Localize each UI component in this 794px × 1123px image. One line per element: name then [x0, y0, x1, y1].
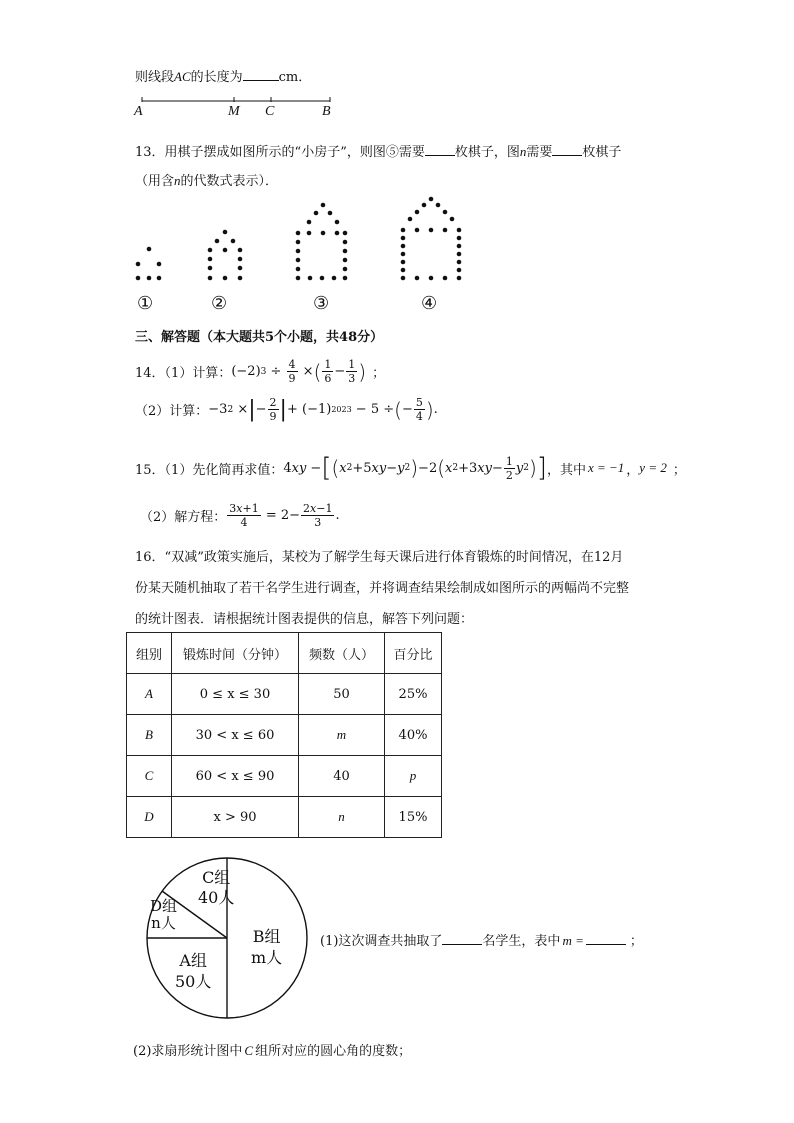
q12-tail-line [135, 66, 311, 85]
q14-p1-expr: (−2) 3 ÷ $\frac{4}{9}$ × ( $\frac{1}{6}$ − $\frac{1}{3}$ ) [231, 358, 367, 385]
header-time: 锻炼时间（分钟） [172, 633, 299, 674]
segment-figure [130, 96, 350, 120]
cell-group: B [127, 715, 172, 756]
q14-p2-end: . [433, 402, 438, 417]
q16-sub1-a: (1)这次调查共抽取了 [320, 934, 443, 949]
cell-percent: 40% [385, 715, 442, 756]
q12-text-prefix: 则线段 [135, 70, 175, 85]
q16-blank-m[interactable] [586, 930, 626, 945]
pie-b-name: B组 [252, 927, 281, 946]
pie-label-d [150, 898, 177, 932]
dot [136, 276, 141, 281]
pie-label-b [251, 926, 282, 968]
q15-p1-cond: ，其中 [546, 462, 586, 478]
pie-c-value: 40人 [198, 888, 235, 907]
dot [147, 276, 152, 281]
figure-label-4: ④ [421, 293, 438, 314]
figure-label-1: ① [137, 293, 154, 314]
q16-blank-total[interactable] [442, 930, 482, 945]
q16-sub1-m: m = [562, 933, 584, 948]
pie-label-c [198, 868, 234, 908]
cell-group: D [127, 797, 172, 838]
header-frequency: 频数（人） [299, 633, 385, 674]
q15-p1-x: x = −1 [587, 460, 625, 475]
cell-frequency: 50 [299, 674, 385, 715]
q16-line1: 16．“双减”政策实施后，某校为了解学生每天课后进行体育锻炼的时间情况，在12月 [135, 550, 624, 565]
q15-part1 [135, 453, 686, 483]
q13-text-e: （用含 [135, 174, 175, 189]
point-label-m: M [228, 104, 240, 119]
q16-sub1 [320, 930, 643, 949]
q13-line1 [135, 141, 621, 160]
section-3-heading: 三、解答题（本大题共5个小题，共48分） [135, 330, 384, 345]
cell-percent: p [385, 756, 442, 797]
cell-frequency: m [299, 715, 385, 756]
house-dot-figures [125, 192, 475, 287]
dot [136, 262, 141, 267]
table-row [127, 797, 442, 838]
q14-p2-label: （2）计算： [135, 404, 209, 419]
pie-d-name: D组 [150, 897, 178, 915]
q16-sub2-b: 组所对应的圆心角的度数； [255, 1044, 412, 1059]
q16-sub1-b: 名学生，表中 [482, 934, 561, 949]
header-group: 组别 [127, 633, 172, 674]
cell-percent: 25% [385, 674, 442, 715]
q16-sub2 [133, 1040, 411, 1059]
pie-a-value: 50人 [175, 972, 212, 991]
q13-var-n-2: n [174, 173, 181, 188]
point-label-c: C [265, 104, 275, 119]
q14-p2-expr: −3 2 × | − $\frac{2}{9}$ | + (−1) 2023 − 5 ÷ ( − $\frac{5}{4}$ ) [208, 396, 434, 423]
q15-p2-end: . [335, 508, 340, 523]
q15-p1-end: ； [672, 462, 686, 478]
cell-time: x > 90 [172, 797, 299, 838]
q12-answer-blank[interactable] [243, 66, 279, 81]
q15-comma: ， [626, 462, 640, 478]
q16-sub1-end: ； [629, 934, 643, 949]
q14-p1-end: ； [372, 366, 386, 381]
q15-p2-expr: $\frac{3x+1}{4}$ = 2− $\frac{2x-1}{3}$ [229, 502, 333, 529]
table-header-row [127, 633, 442, 674]
point-label-b: B [322, 104, 331, 119]
q13-line2 [135, 170, 278, 189]
point-label-a: A [134, 104, 143, 119]
dot [147, 247, 152, 252]
q12-end: ． [298, 70, 312, 85]
q12-text-mid: 的长度为 [190, 70, 243, 85]
dot [157, 262, 162, 267]
q13-blank-1[interactable] [425, 141, 455, 156]
q15-p2-label: （2）解方程： [140, 510, 227, 525]
pie-d-value: n人 [151, 914, 176, 932]
q13-text-b: 枚棋子，图 [454, 145, 520, 160]
q12-unit: cm [278, 70, 299, 85]
cell-time: 60 < x ≤ 90 [172, 756, 299, 797]
figure-label-3: ③ [313, 293, 330, 314]
dot [157, 276, 162, 281]
statistics-table [126, 632, 442, 838]
pie-b-value: m人 [251, 948, 283, 967]
figure-label-2: ② [211, 293, 228, 314]
cell-percent: 15% [385, 797, 442, 838]
q14-p1-label: 14．（1）计算： [135, 366, 232, 381]
q14-part2 [135, 396, 438, 423]
cell-group: A [127, 674, 172, 715]
q12-segment: AC [174, 69, 191, 84]
table-row [127, 715, 442, 756]
q15-p1-expr: 4 xy − [ ( x 2 +5 xy − y 2 ) −2 ( x 2 +3 xy − $\frac{1}{2}$ y 2 ) ] [283, 453, 547, 483]
cell-time: 30 < x ≤ 60 [172, 715, 299, 756]
table-row [127, 674, 442, 715]
q16-sub2-a: (2)求扇形统计图中 [133, 1044, 243, 1059]
cell-group: C [127, 756, 172, 797]
cell-time: 0 ≤ x ≤ 30 [172, 674, 299, 715]
q16-sub2-c: C [244, 1043, 254, 1058]
table-row [127, 756, 442, 797]
q13-blank-2[interactable] [552, 141, 582, 156]
q16-line3: 的统计图表．请根据统计图表提供的信息，解答下列问题： [135, 612, 474, 627]
q15-p1-label: 15．（1）先化简再求值： [135, 462, 284, 478]
q13-text-d: 枚棋子 [582, 145, 622, 160]
pie-label-a [175, 950, 211, 992]
cell-frequency: 40 [299, 756, 385, 797]
cell-frequency: n [299, 797, 385, 838]
pie-a-name: A组 [179, 951, 207, 970]
q13-text-f: 的代数式表示）． [180, 174, 279, 189]
q15-p1-y: y = 2 [639, 460, 667, 475]
q13-text-a: 13．用棋子摆成如图所示的“小房子”，则图⑤需要 [135, 145, 425, 160]
header-percent: 百分比 [385, 633, 442, 674]
q16-line2: 份某天随机抽取了若干名学生进行调查，并将调查结果绘制成如图所示的两幅尚不完整 [135, 581, 630, 596]
pie-c-name: C组 [202, 868, 231, 887]
q13-var-n: n [519, 144, 527, 159]
q15-part2 [140, 502, 340, 529]
q13-text-c: 需要 [526, 145, 553, 160]
q14-part1 [135, 358, 385, 385]
